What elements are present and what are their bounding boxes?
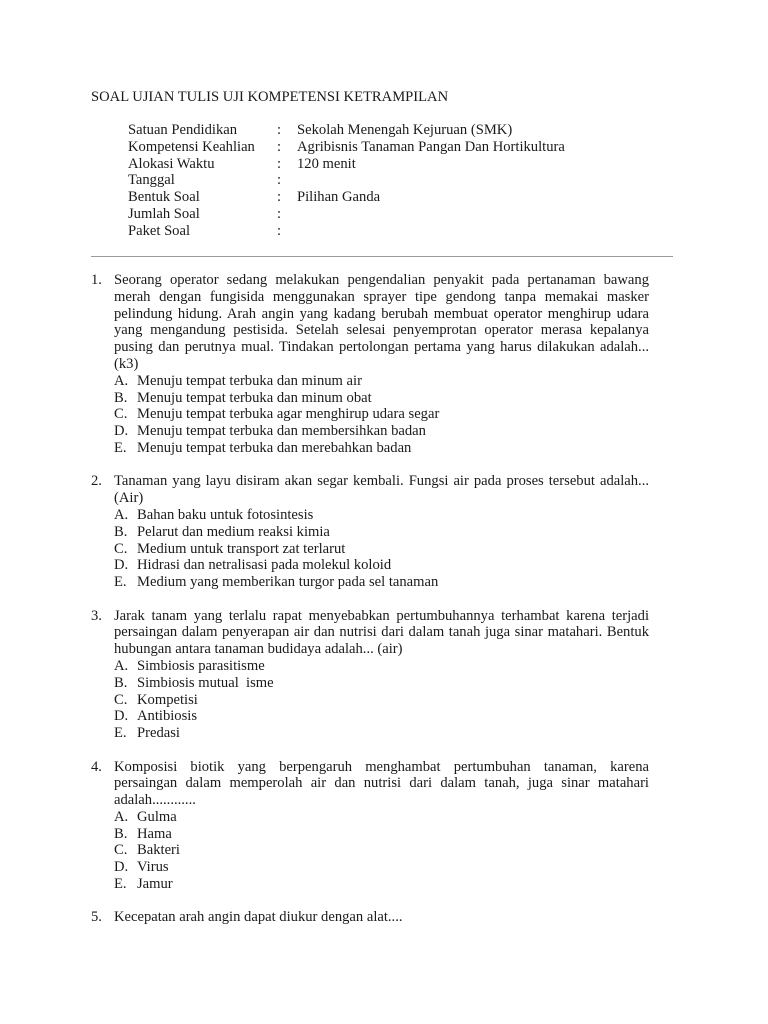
info-label: Bentuk Soal [128, 189, 200, 206]
question-number: 3. [91, 607, 102, 624]
question-text: Komposisi biotik yang berpengaruh menghambat pertumbuhan tanaman, karena persaingan dalam memperolah air dan nutrisi dari dalam tanah, juga sinar matahari adalah............ [114, 758, 649, 809]
info-value [297, 223, 565, 240]
question-item [91, 473, 649, 591]
answer-option [114, 809, 649, 826]
info-colon: : [277, 205, 282, 222]
option-letter: C. [114, 540, 128, 557]
question-text: Jarak tanam yang terlalu rapat menyebabkan pertumbuhannya terhambat karena terjadi persaingan dalam penyerapan air dan nutrisi dari dalam tanah juga sinar matahari. Bentuk hubungan antara tanaman budidaya adalah... (air) [114, 607, 649, 658]
info-colon: : [277, 122, 282, 138]
option-text: Medium untuk transport zat terlarut [137, 540, 346, 557]
answer-option [114, 406, 649, 423]
answer-option [114, 440, 649, 457]
question-text: Seorang operator sedang melakukan pengendalian penyakit pada pertanaman bawang merah dengan fungisida menggunakan sprayer tipe gendong tanpa memakai masker pelindung hidung. Arah angin yang kadang berubah membuat operator menghirup udara yang mengandung pestisida. Setelah selesai penyemprotan operator merasa kepalanya pusing dan perutnya mual. Tindakan pertolongan pertama yang harus dilakukan adalah... (k3) [114, 272, 649, 372]
option-letter: A. [114, 657, 129, 674]
info-row [128, 156, 565, 173]
answer-option [114, 541, 649, 558]
option-letter: D. [114, 859, 129, 876]
option-letter: A. [114, 372, 129, 389]
option-letter: B. [114, 523, 128, 540]
option-text: Predasi [137, 725, 180, 742]
answer-option [114, 708, 649, 725]
option-text: Bahan baku untuk fotosintesis [137, 506, 314, 523]
question-number: 5. [91, 909, 102, 926]
option-letter: B. [114, 825, 128, 842]
option-text: Medium yang memberikan turgor pada sel tanaman [137, 574, 439, 591]
info-label: Satuan Pendidikan [128, 122, 238, 138]
option-text: Simbiosis parasitisme [137, 657, 265, 674]
answer-option [114, 842, 649, 859]
info-label: Jumlah Soal [128, 205, 200, 222]
answer-option [114, 507, 649, 524]
page-title: SOAL UJIAN TULIS UJI KOMPETENSI KETRAMPILAN [91, 89, 449, 105]
answer-option [114, 373, 649, 390]
option-text: Pelarut dan medium reaksi kimia [137, 523, 330, 540]
answer-option [114, 675, 649, 692]
info-label: Alokasi Waktu [128, 155, 215, 172]
info-value [297, 172, 565, 189]
answer-option [114, 692, 649, 709]
option-text: Virus [137, 859, 169, 876]
option-text: Antibiosis [137, 708, 198, 725]
option-letter: A. [114, 506, 129, 523]
info-value: Pilihan Ganda [297, 189, 381, 206]
question-text: Kecepatan arah angin dapat diukur dengan alat.... [114, 909, 403, 926]
option-letter: A. [114, 808, 129, 825]
info-value: Agribisnis Tanaman Pangan Dan Hortikultura [297, 138, 565, 155]
info-label: Tanggal [128, 172, 175, 189]
option-letter: B. [114, 389, 128, 406]
question-item [91, 272, 649, 457]
info-value [297, 206, 565, 223]
option-letter: C. [114, 406, 128, 423]
answer-option [114, 390, 649, 407]
info-colon: : [277, 189, 282, 206]
option-text: Hama [137, 825, 172, 842]
info-value: Sekolah Menengah Kejuruan (SMK) [297, 122, 513, 138]
option-letter: C. [114, 691, 128, 708]
answer-option [114, 557, 649, 574]
question-item [91, 759, 649, 893]
exam-info-table [128, 122, 565, 240]
option-text: Gulma [137, 808, 177, 825]
option-text: Menuju tempat terbuka dan minum obat [137, 389, 372, 406]
option-letter: D. [114, 557, 129, 574]
question-item [91, 909, 649, 926]
option-letter: E. [114, 725, 127, 742]
option-text: Jamur [137, 876, 173, 893]
option-text: Menuju tempat terbuka agar menghirup udara segar [137, 406, 440, 423]
option-letter: E. [114, 439, 127, 456]
option-letter: E. [114, 876, 127, 893]
option-letter: B. [114, 674, 128, 691]
info-colon: : [277, 155, 282, 172]
info-colon: : [277, 138, 282, 155]
exam-info-body [128, 122, 565, 240]
info-value: 120 menit [297, 155, 356, 172]
option-text: Hidrasi dan netralisasi pada molekul koloid [137, 557, 392, 574]
info-row [128, 122, 565, 139]
option-text: Menuju tempat terbuka dan minum air [137, 372, 362, 389]
info-colon: : [277, 222, 282, 239]
answer-option [114, 423, 649, 440]
info-row [128, 223, 565, 240]
option-text: Menuju tempat terbuka dan membersihkan badan [137, 423, 426, 440]
info-row [128, 189, 565, 206]
answer-option [114, 859, 649, 876]
question-number: 2. [91, 473, 102, 490]
option-letter: C. [114, 842, 128, 859]
option-text: Menuju tempat terbuka dan merebahkan badan [137, 439, 412, 456]
info-row [128, 139, 565, 156]
info-row [128, 172, 565, 189]
question-item [91, 608, 649, 742]
answer-option [114, 826, 649, 843]
divider [91, 256, 673, 257]
option-text: Kompetisi [137, 691, 198, 708]
option-letter: D. [114, 708, 129, 725]
option-text: Bakteri [137, 842, 180, 859]
answer-option [114, 876, 649, 893]
info-row [128, 206, 565, 223]
option-letter: E. [114, 574, 127, 591]
answer-option [114, 658, 649, 675]
option-letter: D. [114, 423, 129, 440]
info-colon: : [277, 172, 282, 189]
question-text: Tanaman yang layu disiram akan segar kembali. Fungsi air pada proses tersebut adalah... (Air) [114, 473, 649, 507]
answer-option [114, 524, 649, 541]
question-list [91, 272, 649, 943]
info-label: Paket Soal [128, 222, 191, 239]
question-number: 4. [91, 758, 102, 775]
option-text: Simbiosis mutual isme [137, 674, 274, 691]
answer-option [114, 725, 649, 742]
question-number: 1. [91, 272, 102, 288]
answer-option [114, 574, 649, 591]
info-label: Kompetensi Keahlian [128, 138, 255, 155]
